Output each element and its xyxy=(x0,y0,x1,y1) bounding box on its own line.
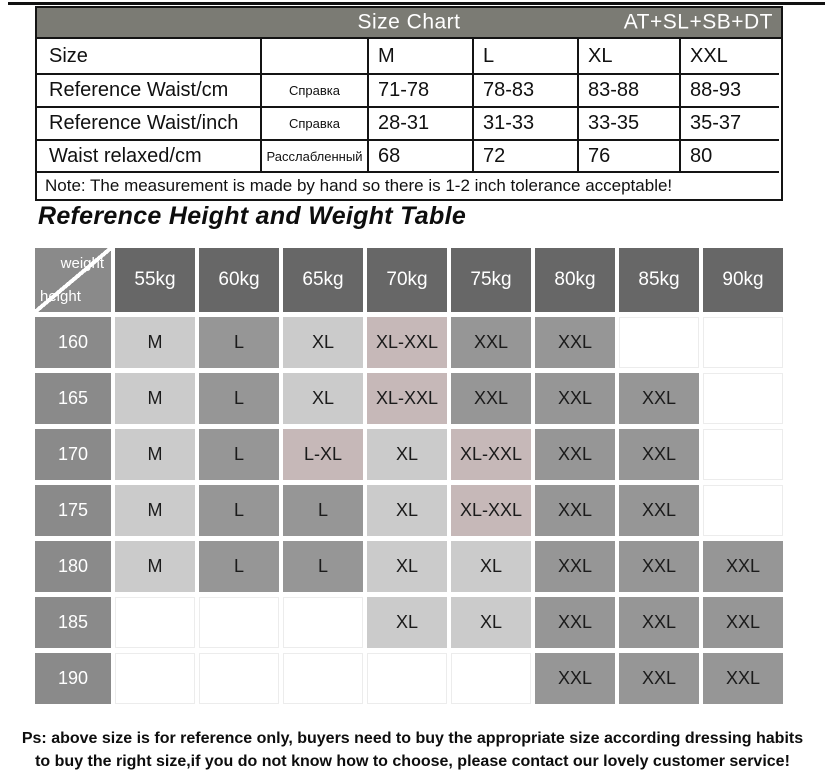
top-border-line xyxy=(8,2,825,5)
matrix-cell: XL-XXL xyxy=(367,373,447,424)
matrix-cell: XXL xyxy=(535,373,615,424)
waist-inch-xxl: 35-37 xyxy=(679,106,779,139)
matrix-cell: XL xyxy=(367,485,447,536)
row-header-190: 190 xyxy=(35,653,111,704)
matrix-cell: L xyxy=(199,485,279,536)
corner-weight-label: weight xyxy=(60,255,104,272)
col-header-80kg: 80kg xyxy=(535,248,615,312)
row-header-160: 160 xyxy=(35,317,111,368)
matrix-cell xyxy=(703,485,783,536)
row-label-waist-cm: Reference Waist/cm xyxy=(37,73,260,106)
corner-height-label: height xyxy=(40,288,81,305)
matrix-cell: XXL xyxy=(535,317,615,368)
row-label-size: Size xyxy=(49,44,88,67)
matrix-cell: XL xyxy=(283,373,363,424)
matrix-cell: XXL xyxy=(535,597,615,648)
row-header-170: 170 xyxy=(35,429,111,480)
matrix-cell: XL xyxy=(367,597,447,648)
matrix-cell: XXL xyxy=(535,541,615,592)
col-header-70kg: 70kg xyxy=(367,248,447,312)
note-cell-spravka-2: Справка xyxy=(260,106,367,139)
waist-relaxed-xl: 76 xyxy=(577,139,679,171)
col-header-75kg: 75kg xyxy=(451,248,531,312)
tolerance-note: Note: The measurement is made by hand so there is 1-2 inch tolerance acceptable! xyxy=(37,171,779,199)
row-header-185: 185 xyxy=(35,597,111,648)
col-header-90kg: 90kg xyxy=(703,248,783,312)
matrix-cell: XL xyxy=(367,541,447,592)
matrix-cell: XXL xyxy=(703,653,783,704)
waist-cm-l: 78-83 xyxy=(472,73,577,106)
matrix-cell: L xyxy=(283,485,363,536)
row-header-165: 165 xyxy=(35,373,111,424)
matrix-cell: XL xyxy=(451,597,531,648)
matrix-cell xyxy=(283,597,363,648)
matrix-cell: XXL xyxy=(619,373,699,424)
matrix-cell: L xyxy=(199,373,279,424)
row-header-180: 180 xyxy=(35,541,111,592)
height-weight-table xyxy=(35,248,783,704)
size-xl: XL xyxy=(577,39,679,73)
matrix-cell: L xyxy=(283,541,363,592)
size-chart-title: Size Chart xyxy=(357,10,461,34)
matrix-cell xyxy=(199,653,279,704)
matrix-cell: XXL xyxy=(619,541,699,592)
size-chart-table xyxy=(35,6,783,201)
waist-relaxed-xxl: 80 xyxy=(679,139,779,171)
matrix-cell: XXL xyxy=(619,429,699,480)
matrix-cell: L xyxy=(199,541,279,592)
matrix-cell: L xyxy=(199,429,279,480)
matrix-cell: XXL xyxy=(619,597,699,648)
size-chart-body xyxy=(35,39,783,201)
matrix-cell: XXL xyxy=(451,317,531,368)
matrix-cell: M xyxy=(115,485,195,536)
size-chart-code: AT+SL+SB+DT xyxy=(623,10,773,34)
matrix-cell: M xyxy=(115,429,195,480)
waist-cm-xxl: 88-93 xyxy=(679,73,779,106)
matrix-cell xyxy=(703,317,783,368)
waist-inch-l: 31-33 xyxy=(472,106,577,139)
matrix-cell xyxy=(703,373,783,424)
matrix-cell: XXL xyxy=(703,597,783,648)
row-label-waist-inch: Reference Waist/inch xyxy=(37,106,260,139)
row-header-175: 175 xyxy=(35,485,111,536)
matrix-cell: XXL xyxy=(619,485,699,536)
matrix-cell: XL-XXL xyxy=(451,429,531,480)
col-header-85kg: 85kg xyxy=(619,248,699,312)
matrix-cell xyxy=(451,653,531,704)
size-chart-header-bar xyxy=(35,6,783,39)
note-cell-relaxed: Расслабленный xyxy=(260,139,367,171)
matrix-cell: XXL xyxy=(535,429,615,480)
waist-inch-xl: 33-35 xyxy=(577,106,679,139)
waist-cm-m: 71-78 xyxy=(367,73,472,106)
matrix-cell xyxy=(703,429,783,480)
size-m: M xyxy=(367,39,472,73)
matrix-cell: M xyxy=(115,317,195,368)
matrix-cell: XXL xyxy=(451,373,531,424)
matrix-cell: XXL xyxy=(535,653,615,704)
matrix-cell: XXL xyxy=(535,485,615,536)
corner-cell xyxy=(35,248,111,312)
matrix-cell: XL-XXL xyxy=(367,317,447,368)
waist-relaxed-l: 72 xyxy=(472,139,577,171)
col-header-55kg: 55kg xyxy=(115,248,195,312)
size-l: L xyxy=(472,39,577,73)
matrix-cell xyxy=(115,653,195,704)
matrix-cell: XL xyxy=(451,541,531,592)
col-header-60kg: 60kg xyxy=(199,248,279,312)
matrix-cell xyxy=(115,597,195,648)
matrix-cell xyxy=(367,653,447,704)
waist-relaxed-m: 68 xyxy=(367,139,472,171)
note-cell-spravka-1: Справка xyxy=(260,73,367,106)
matrix-cell: M xyxy=(115,541,195,592)
waist-cm-xl: 83-88 xyxy=(577,73,679,106)
matrix-cell: XL-XXL xyxy=(451,485,531,536)
matrix-cell xyxy=(199,597,279,648)
waist-inch-m: 28-31 xyxy=(367,106,472,139)
matrix-cell: XL xyxy=(283,317,363,368)
matrix-cell: XXL xyxy=(619,653,699,704)
col-header-65kg: 65kg xyxy=(283,248,363,312)
matrix-cell: M xyxy=(115,373,195,424)
footer-disclaimer: Ps: above size is for reference only, buyers need to buy the appropriate size according dressing habits to buy the right size,if you do not know how to choose, please contact our lovely customer service! xyxy=(21,730,804,771)
note-cell-empty xyxy=(260,39,367,73)
matrix-cell: L-XL xyxy=(283,429,363,480)
matrix-cell: XL xyxy=(367,429,447,480)
matrix-cell: XXL xyxy=(703,541,783,592)
row-label-waist-relaxed: Waist relaxed/cm xyxy=(37,139,260,171)
size-xxl: XXL xyxy=(679,39,779,73)
height-weight-heading: Reference Height and Weight Table xyxy=(38,202,467,230)
matrix-cell: L xyxy=(199,317,279,368)
matrix-cell xyxy=(619,317,699,368)
matrix-cell xyxy=(283,653,363,704)
